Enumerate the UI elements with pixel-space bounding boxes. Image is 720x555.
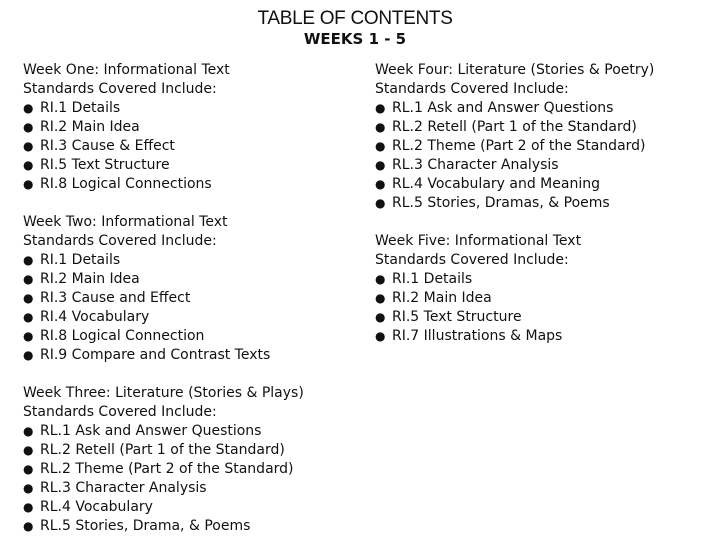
list-item-text: RL.2 Retell (Part 1 of the Standard) bbox=[392, 119, 637, 135]
week-heading: Week Two: Informational Text bbox=[23, 214, 228, 230]
week-one-section bbox=[23, 61, 363, 194]
list-item bbox=[23, 327, 363, 346]
list-item-text: RI.2 Main Idea bbox=[392, 290, 492, 306]
bullet-icon: ● bbox=[375, 196, 386, 210]
list-item-text: RL.3 Character Analysis bbox=[392, 157, 559, 173]
bullet-icon: ● bbox=[23, 462, 34, 476]
list-item bbox=[23, 517, 363, 536]
list-item-text: RI.7 Illustrations & Maps bbox=[392, 328, 563, 344]
standards-list bbox=[23, 422, 363, 536]
bullet-icon: ● bbox=[23, 519, 34, 533]
week-four-section bbox=[375, 61, 715, 213]
bullet-icon: ● bbox=[23, 291, 34, 305]
list-item-text: RL.1 Ask and Answer Questions bbox=[40, 423, 262, 439]
list-item-text: RI.3 Cause and Effect bbox=[40, 290, 191, 306]
standards-label: Standards Covered Include: bbox=[375, 81, 569, 97]
bullet-icon: ● bbox=[23, 424, 34, 438]
list-item bbox=[375, 327, 715, 346]
list-item bbox=[23, 308, 363, 327]
bullet-icon: ● bbox=[23, 500, 34, 514]
list-item-text: RI.2 Main Idea bbox=[40, 271, 140, 287]
list-item-text: RI.2 Main Idea bbox=[40, 119, 140, 135]
list-item bbox=[23, 422, 363, 441]
bullet-icon: ● bbox=[23, 253, 34, 267]
right-column bbox=[375, 61, 715, 346]
bullet-icon: ● bbox=[375, 329, 386, 343]
standards-list bbox=[375, 270, 715, 346]
list-item-text: RI.1 Details bbox=[40, 252, 121, 268]
standards-list bbox=[23, 251, 363, 365]
left-column bbox=[23, 61, 363, 536]
list-item-text: RI.8 Logical Connections bbox=[40, 176, 212, 192]
list-item bbox=[375, 137, 715, 156]
list-item bbox=[23, 137, 363, 156]
bullet-icon: ● bbox=[23, 310, 34, 324]
week-heading: Week One: Informational Text bbox=[23, 62, 230, 78]
week-heading: Week Three: Literature (Stories & Plays) bbox=[23, 385, 304, 401]
bullet-icon: ● bbox=[23, 272, 34, 286]
list-item bbox=[23, 441, 363, 460]
standards-label: Standards Covered Include: bbox=[375, 252, 569, 268]
standards-label: Standards Covered Include: bbox=[23, 81, 217, 97]
list-item-text: RI.8 Logical Connection bbox=[40, 328, 205, 344]
list-item-text: RL.2 Theme (Part 2 of the Standard) bbox=[392, 138, 646, 154]
list-item-text: RL.1 Ask and Answer Questions bbox=[392, 100, 614, 116]
standards-list bbox=[23, 99, 363, 194]
list-item bbox=[23, 270, 363, 289]
bullet-icon: ● bbox=[375, 177, 386, 191]
week-five-section bbox=[375, 232, 715, 346]
bullet-icon: ● bbox=[23, 348, 34, 362]
list-item bbox=[375, 99, 715, 118]
list-item-text: RI.1 Details bbox=[40, 100, 121, 116]
bullet-icon: ● bbox=[375, 101, 386, 115]
bullet-icon: ● bbox=[375, 158, 386, 172]
bullet-icon: ● bbox=[375, 291, 386, 305]
list-item-text: RL.3 Character Analysis bbox=[40, 480, 207, 496]
list-item-text: RL.4 Vocabulary and Meaning bbox=[392, 176, 600, 192]
list-item bbox=[23, 251, 363, 270]
list-item bbox=[375, 289, 715, 308]
bullet-icon: ● bbox=[375, 272, 386, 286]
document-header bbox=[0, 8, 720, 48]
bullet-icon: ● bbox=[23, 329, 34, 343]
list-item bbox=[23, 460, 363, 479]
week-heading: Week Four: Literature (Stories & Poetry) bbox=[375, 62, 655, 78]
bullet-icon: ● bbox=[23, 481, 34, 495]
week-three-section bbox=[23, 384, 363, 536]
list-item bbox=[23, 99, 363, 118]
list-item bbox=[375, 270, 715, 289]
list-item-text: RI.1 Details bbox=[392, 271, 473, 287]
list-item-text: RL.5 Stories, Dramas, & Poems bbox=[392, 195, 610, 211]
standards-label: Standards Covered Include: bbox=[23, 233, 217, 249]
list-item-text: RI.4 Vocabulary bbox=[40, 309, 150, 325]
bullet-icon: ● bbox=[375, 310, 386, 324]
list-item bbox=[375, 156, 715, 175]
list-item bbox=[375, 175, 715, 194]
bullet-icon: ● bbox=[23, 120, 34, 134]
page-subtitle: WEEKS 1 - 5 bbox=[303, 30, 407, 48]
standards-list bbox=[375, 99, 715, 213]
week-two-section bbox=[23, 213, 363, 365]
list-item bbox=[23, 175, 363, 194]
bullet-icon: ● bbox=[23, 101, 34, 115]
bullet-icon: ● bbox=[23, 139, 34, 153]
list-item-text: RI.5 Text Structure bbox=[40, 157, 170, 173]
list-item-text: RI.3 Cause & Effect bbox=[40, 138, 175, 154]
list-item bbox=[375, 118, 715, 137]
list-item bbox=[23, 156, 363, 175]
list-item bbox=[375, 308, 715, 327]
list-item-text: RL.2 Theme (Part 2 of the Standard) bbox=[40, 461, 294, 477]
list-item bbox=[23, 118, 363, 137]
bullet-icon: ● bbox=[375, 120, 386, 134]
list-item bbox=[23, 289, 363, 308]
list-item bbox=[23, 479, 363, 498]
list-item bbox=[23, 346, 363, 365]
bullet-icon: ● bbox=[23, 443, 34, 457]
list-item-text: RI.9 Compare and Contrast Texts bbox=[40, 347, 271, 363]
list-item-text: RI.5 Text Structure bbox=[392, 309, 522, 325]
week-heading: Week Five: Informational Text bbox=[375, 233, 582, 249]
list-item-text: RL.2 Retell (Part 1 of the Standard) bbox=[40, 442, 285, 458]
bullet-icon: ● bbox=[23, 177, 34, 191]
bullet-icon: ● bbox=[23, 158, 34, 172]
page-title: TABLE OF CONTENTS bbox=[257, 8, 453, 29]
list-item-text: RL.4 Vocabulary bbox=[40, 499, 153, 515]
list-item bbox=[375, 194, 715, 213]
bullet-icon: ● bbox=[375, 139, 386, 153]
standards-label: Standards Covered Include: bbox=[23, 404, 217, 420]
list-item-text: RL.5 Stories, Drama, & Poems bbox=[40, 518, 251, 534]
list-item bbox=[23, 498, 363, 517]
